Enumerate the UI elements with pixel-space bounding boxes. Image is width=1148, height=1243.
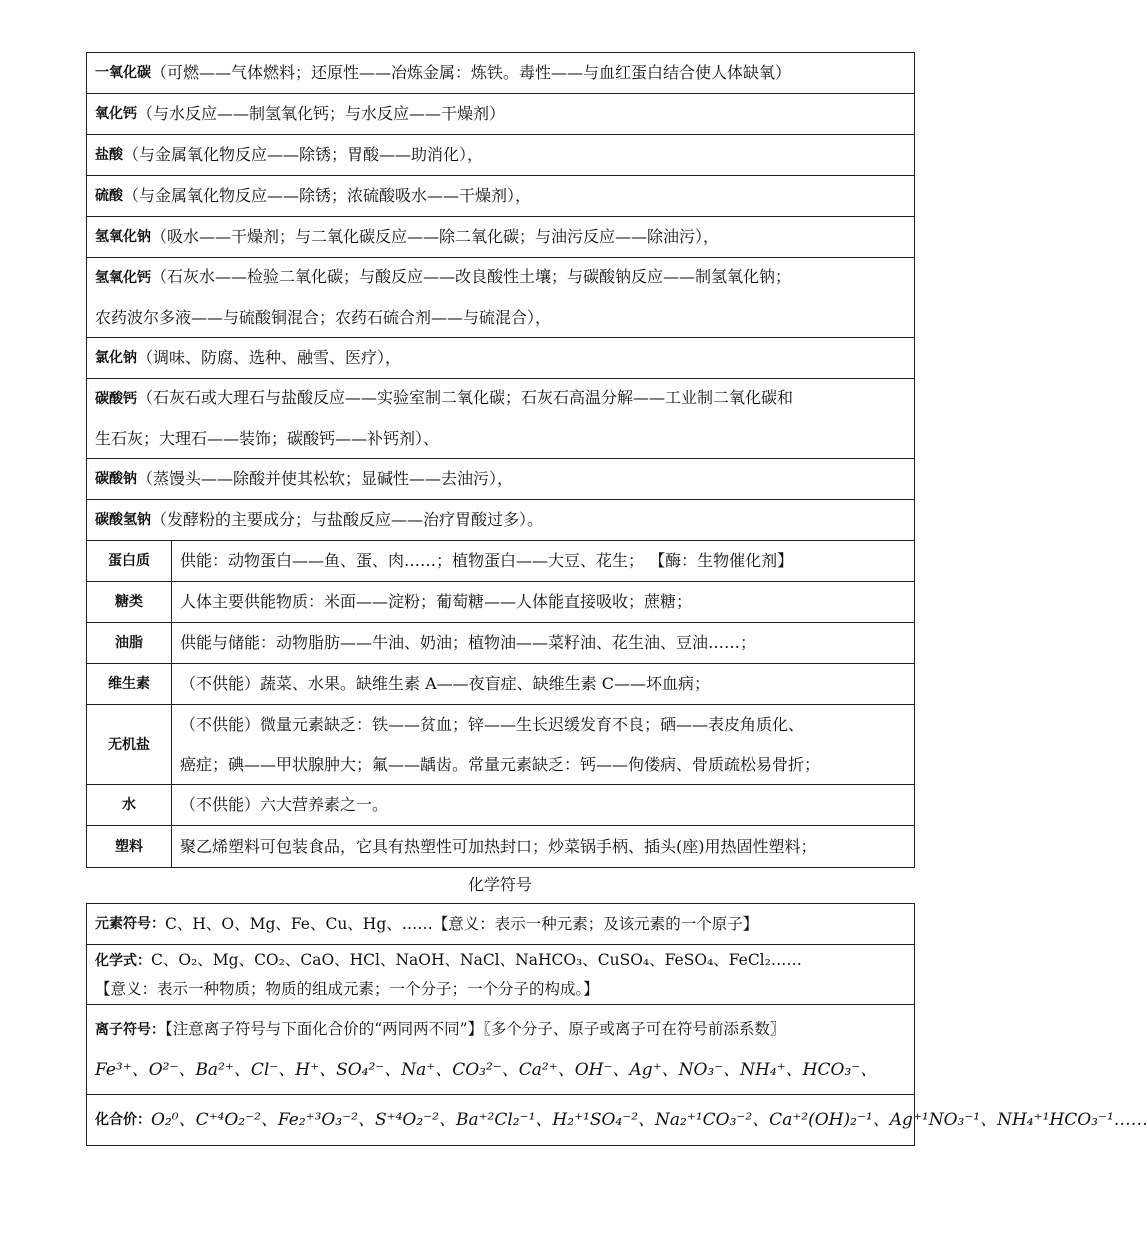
table-row xyxy=(87,500,914,541)
row-label: 油脂 xyxy=(87,623,172,663)
row-label: 一氧化碳 xyxy=(95,65,151,81)
row-label: 水 xyxy=(87,785,172,825)
row-label: 碳酸钠 xyxy=(95,471,137,487)
row-label: 化合价： xyxy=(95,1112,151,1128)
row-text: 人体主要供能物质：米面——淀粉；葡萄糖——人体能直接吸收；蔗糖； xyxy=(180,592,693,611)
row-text: 聚乙烯塑料可包装食品，它具有热塑性可加热封口；炒菜锅手柄、插头(座)用热固性塑料； xyxy=(180,836,817,856)
row-text: （可燃——气体燃料；还原性——冶炼金属：炼铁。毒性——与血红蛋白结合使人体缺氧） xyxy=(151,63,792,82)
row-text: （不供能）六大营养素之一。 xyxy=(180,795,389,814)
table-row xyxy=(87,826,914,867)
table-row xyxy=(87,135,914,176)
table-row xyxy=(87,904,914,945)
row-label: 离子符号： xyxy=(95,1022,165,1038)
row-text: （与水反应——制氢氧化钙；与水反应——干燥剂） xyxy=(137,104,506,123)
row-text xyxy=(172,703,828,787)
substance-uses-table xyxy=(86,52,915,868)
table-row xyxy=(87,623,914,664)
row-label: 氧化钙 xyxy=(95,106,137,122)
table-row xyxy=(87,705,914,785)
row-text-line2: 农药波尔多液——与硫酸铜混合；农药石硫合剂——与硫混合）， xyxy=(95,308,552,327)
table-row xyxy=(87,94,914,135)
row-text: C、O₂、Mg、CO₂、CaO、HCl、NaOH、NaCl、NaHCO₃、CuSO₄、FeSO₄、FeCl₂…… xyxy=(151,951,802,969)
row-label: 维生素 xyxy=(87,664,172,704)
row-label: 塑料 xyxy=(87,826,172,867)
table-row xyxy=(87,785,914,826)
table-row xyxy=(87,459,914,500)
row-label: 糖类 xyxy=(87,582,172,622)
row-label: 碳酸氢钠 xyxy=(95,512,151,528)
row-label: 化学式： xyxy=(95,953,151,969)
row-text: 供能：动物蛋白——鱼、蛋、肉……；植物蛋白——大豆、花生； 【酶：生物催化剂】 xyxy=(180,551,794,570)
row-text: 【注意离子符号与下面化合价的“两同两不同”】〖多个分子、原子或离子可在符号前添系数〗 xyxy=(165,1020,786,1038)
row-text: （调味、防腐、选种、融雪、医疗）， xyxy=(137,348,402,367)
row-text: （吸水——干燥剂；与二氧化碳反应——除二氧化碳；与油污反应——除油污）， xyxy=(151,227,720,246)
table-row xyxy=(87,582,914,623)
table-row xyxy=(87,541,914,582)
row-label: 蛋白质 xyxy=(87,541,172,581)
row-label: 氯化钠 xyxy=(95,350,137,366)
row-label: 硫酸 xyxy=(95,188,123,204)
chemical-symbols-table xyxy=(86,903,1148,1146)
row-text: （与金属氧化物反应——除锈；胃酸——助消化）， xyxy=(123,145,484,164)
table-row xyxy=(87,338,914,379)
row-text: （石灰石或大理石与盐酸反应——实验室制二氧化碳；石灰石高温分解——工业制二氧化碳和 xyxy=(137,388,794,407)
row-label: 盐酸 xyxy=(95,147,123,163)
section-caption: 化学符号 xyxy=(467,875,532,894)
row-label: 氢氧化钠 xyxy=(95,229,151,245)
table-row xyxy=(87,664,914,705)
table-row xyxy=(87,379,914,459)
row-text: 供能与储能：动物脂肪——牛油、奶油；植物油——菜籽油、花生油、豆油……； xyxy=(180,633,757,652)
valence-list: O₂⁰、C⁺⁴O₂⁻²、Fe₂⁺³O₃⁻²、S⁺⁴O₂⁻²、Ba⁺²Cl₂⁻¹、H₂⁺¹SO₄⁻²、Na₂⁺¹CO₃⁻²、Ca⁺²(OH)₂⁻¹、Ag⁺¹NO₃⁻¹、NH₄⁺¹HCO₃⁻¹…… xyxy=(151,1110,1148,1130)
row-text-line2: 【意义：表示一种物质；物质的组成元素；一个分子；一个分子的构成。】 xyxy=(95,980,599,998)
row-text-line2: 癌症；碘——甲状腺肿大；氟——龋齿。常量元素缺乏：钙——佝偻病、骨质疏松易骨折； xyxy=(180,754,821,774)
row-text: （蒸馒头——除酸并使其松软；显碱性——去油污）， xyxy=(137,469,514,488)
row-text: （发酵粉的主要成分；与盐酸反应——治疗胃酸过多）。 xyxy=(151,510,544,529)
table-row xyxy=(87,258,914,338)
row-label: 氢氧化钙 xyxy=(95,270,151,286)
row-label: 无机盐 xyxy=(87,705,172,784)
row-text: （与金属氧化物反应——除锈；浓硫酸吸水——干燥剂）， xyxy=(123,186,532,205)
table-row xyxy=(87,1095,1148,1145)
row-label: 碳酸钙 xyxy=(95,391,137,407)
table-row xyxy=(87,1005,914,1095)
row-text: （不供能）蔬菜、水果。缺维生素 A——夜盲症、缺维生素 C——坏血病； xyxy=(180,674,710,693)
table-row xyxy=(87,217,914,258)
row-text: C、H、O、Mg、Fe、Cu、Hg、……【意义：表示一种元素；及该元素的一个原子】 xyxy=(165,915,759,933)
ion-list: Fe³⁺、O²⁻、Ba²⁺、Cl⁻、H⁺、SO₄²⁻、Na⁺、CO₃²⁻、Ca²⁺、OH⁻、Ag⁺、NO₃⁻、NH₄⁺、HCO₃⁻、 xyxy=(95,1060,878,1080)
row-text-line1: （不供能）微量元素缺乏：铁——贫血；锌——生长迟缓发育不良；硒——表皮角质化、 xyxy=(180,714,805,734)
table-row xyxy=(87,945,914,1005)
row-text-line2: 生石灰；大理石——装饰；碳酸钙——补钙剂）、 xyxy=(95,429,440,448)
table-row xyxy=(87,176,914,217)
table-row xyxy=(87,53,914,94)
row-label: 元素符号： xyxy=(95,916,165,932)
row-text: （石灰水——检验二氧化碳；与酸反应——改良酸性土壤；与碳酸钠反应——制氢氧化钠； xyxy=(151,267,792,286)
